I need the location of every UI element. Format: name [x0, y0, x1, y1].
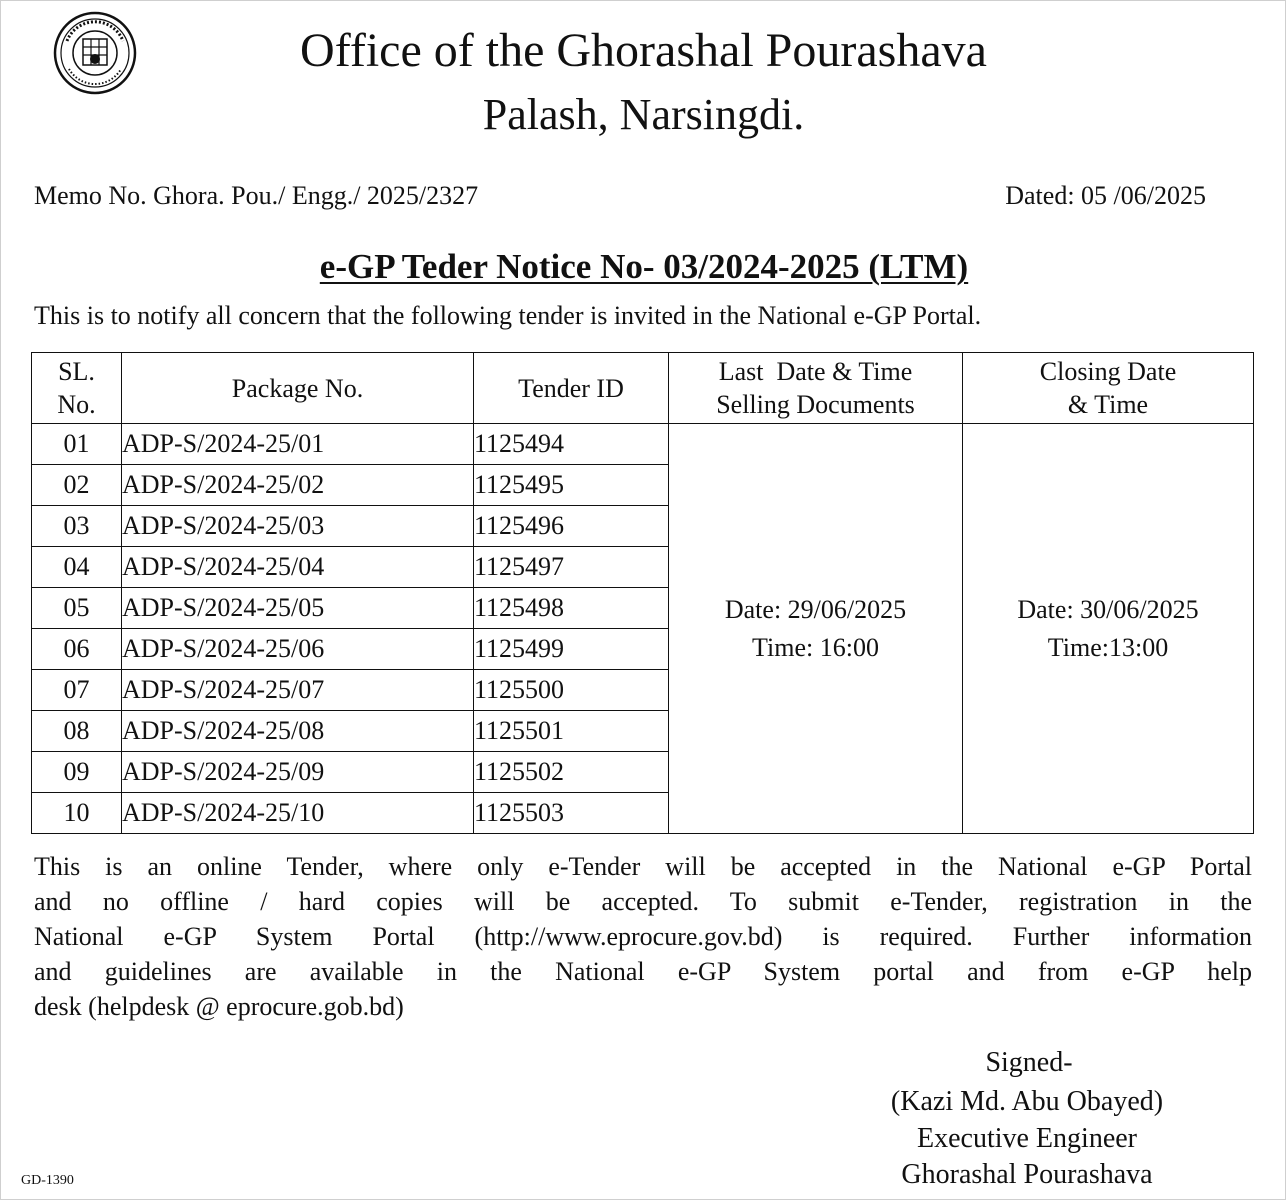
cell-package: ADP-S/2024-25/09 — [122, 752, 474, 793]
body-line: This is an online Tender, where only e-Tender will be accepted in the National e-GP Portal — [34, 852, 1252, 881]
cell-sl: 07 — [32, 670, 122, 711]
header-selling-line2: Selling Documents — [716, 390, 915, 419]
cell-sl: 04 — [32, 547, 122, 588]
cell-tender-id: 1125503 — [474, 793, 669, 834]
cell-package: ADP-S/2024-25/07 — [122, 670, 474, 711]
signature-office: Ghorashal Pourashava — [901, 1159, 1153, 1190]
cell-sl: 05 — [32, 588, 122, 629]
header-sl-line2: No. — [57, 390, 96, 419]
cell-package: ADP-S/2024-25/06 — [122, 629, 474, 670]
closing-date: Date: 30/06/2025 — [1017, 594, 1199, 624]
cell-package: ADP-S/2024-25/01 — [122, 424, 474, 465]
header-closing-line1: Closing Date — [1039, 357, 1177, 386]
cell-sl: 10 — [32, 793, 122, 834]
body-line: desk (helpdesk @ eprocure.gob.bd) — [34, 992, 404, 1021]
signature-designation: Executive Engineer — [916, 1123, 1137, 1154]
notice-heading: e-GP Teder Notice No- 03/2024-2025 (LTM) — [319, 247, 969, 286]
footer-code: GD-1390 — [21, 1173, 74, 1188]
cell-sl: 02 — [32, 465, 122, 506]
cell-selling-deadline — [669, 424, 963, 834]
cell-sl: 03 — [32, 506, 122, 547]
closing-time: Time:13:00 — [1047, 632, 1169, 662]
cell-tender-id: 1125494 — [474, 424, 669, 465]
cell-tender-id: 1125501 — [474, 711, 669, 752]
header-closing — [963, 353, 1254, 424]
table-row — [32, 424, 1254, 465]
memo-number: Memo No. Ghora. Pou./ Engg./ 2025/2327 — [34, 181, 479, 210]
cell-sl: 06 — [32, 629, 122, 670]
cell-package: ADP-S/2024-25/02 — [122, 465, 474, 506]
pourashava-seal-icon — [53, 11, 137, 95]
body-line: National e-GP System Portal (http://www.eprocure.gov.bd) is required. Further information — [34, 922, 1252, 951]
table-header-row — [32, 353, 1254, 424]
header-sl-line1: SL. — [58, 357, 95, 386]
header-closing-line2: & Time — [1067, 390, 1149, 419]
tender-table — [31, 352, 1254, 834]
header-selling-line1: Last Date & Time — [718, 357, 913, 386]
cell-tender-id: 1125495 — [474, 465, 669, 506]
cell-package: ADP-S/2024-25/04 — [122, 547, 474, 588]
header-package: Package No. — [122, 353, 474, 424]
notice-intro: This is to notify all concern that the following tender is invited in the National e-GP Portal. — [34, 301, 982, 330]
office-title: Office of the Ghorashal Pourashava — [300, 24, 987, 77]
cell-sl: 08 — [32, 711, 122, 752]
header-sl — [32, 353, 122, 424]
cell-tender-id: 1125500 — [474, 670, 669, 711]
signature-signed: Signed- — [985, 1047, 1073, 1078]
cell-package: ADP-S/2024-25/03 — [122, 506, 474, 547]
header-selling — [669, 353, 963, 424]
cell-tender-id: 1125498 — [474, 588, 669, 629]
header-tender-id: Tender ID — [474, 353, 669, 424]
cell-package: ADP-S/2024-25/08 — [122, 711, 474, 752]
cell-package: ADP-S/2024-25/10 — [122, 793, 474, 834]
signature-name: (Kazi Md. Abu Obayed) — [890, 1086, 1164, 1117]
notice-body — [34, 849, 1252, 1024]
cell-tender-id: 1125502 — [474, 752, 669, 793]
body-line: and guidelines are available in the National e-GP System portal and from e-GP help — [34, 957, 1252, 986]
cell-tender-id: 1125497 — [474, 547, 669, 588]
memo-date: Dated: 05 /06/2025 — [1005, 181, 1206, 210]
cell-tender-id: 1125496 — [474, 506, 669, 547]
cell-tender-id: 1125499 — [474, 629, 669, 670]
selling-date: Date: 29/06/2025 — [724, 594, 907, 624]
selling-time: Time: 16:00 — [752, 632, 879, 662]
cell-package: ADP-S/2024-25/05 — [122, 588, 474, 629]
office-location: Palash, Narsingdi. — [482, 90, 805, 139]
cell-sl: 09 — [32, 752, 122, 793]
cell-sl: 01 — [32, 424, 122, 465]
cell-closing-deadline — [963, 424, 1254, 834]
body-line: and no offline / hard copies will be accepted. To submit e-Tender, registration in the — [34, 887, 1252, 916]
